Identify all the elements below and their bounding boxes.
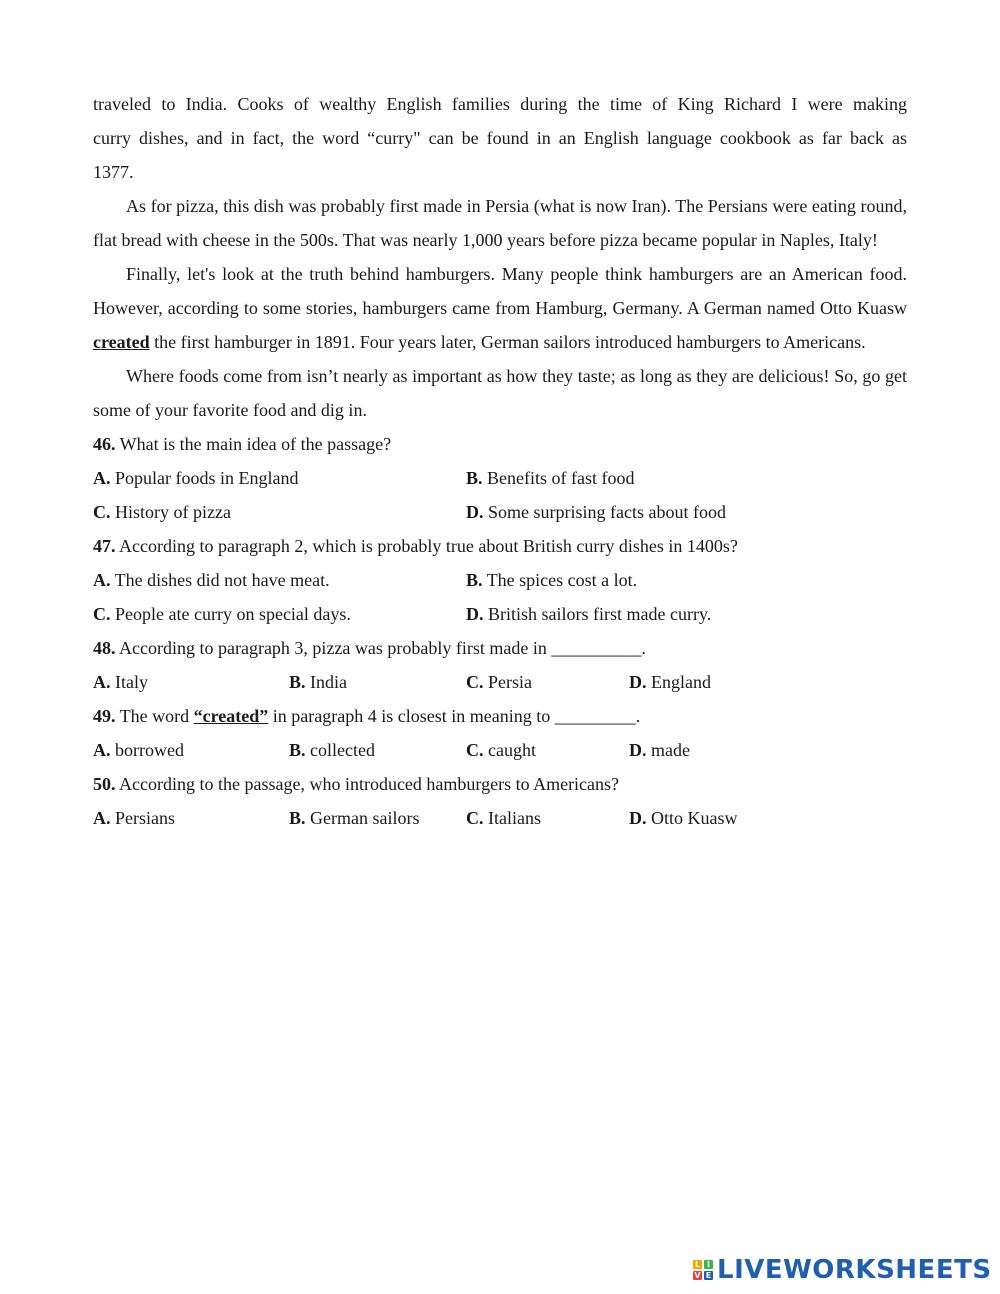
question-49 (93, 699, 907, 733)
passage-line: 1377. (93, 162, 134, 182)
q50-option-b[interactable] (289, 801, 419, 835)
q50-option-d[interactable] (629, 801, 738, 835)
q46-option-b[interactable] (466, 461, 634, 495)
question-number: 47. (93, 536, 116, 556)
question-text: According to paragraph 3, pizza was probably first made in __________. (115, 638, 646, 658)
option-text: British sailors first made curry. (483, 604, 712, 624)
passage-text: Finally, let's look at the truth behind hamburgers. Many people think hamburgers are an American food. However, according to some stories, hamburgers came from Hamburg, Germany. A German named Otto Kuasw (93, 264, 907, 318)
option-text: Persia (483, 672, 532, 692)
option-text: Otto Kuasw (646, 808, 738, 828)
question-text: What is the main idea of the passage? (115, 434, 392, 454)
option-letter: C. (93, 502, 111, 522)
option-letter: C. (93, 604, 111, 624)
option-text: caught (483, 740, 536, 760)
option-text: collected (305, 740, 375, 760)
highlighted-word-created: “created” (193, 706, 269, 726)
option-text: German sailors (305, 808, 420, 828)
question-number: 48. (93, 638, 116, 658)
highlighted-word-created: created (93, 332, 150, 352)
option-text: People ate curry on special days. (110, 604, 351, 624)
question-text: The word (115, 706, 194, 726)
option-letter: D. (629, 808, 647, 828)
option-letter: A. (93, 808, 111, 828)
q49-option-b[interactable] (289, 733, 375, 767)
q47-option-d[interactable] (466, 597, 711, 631)
option-letter: B. (466, 468, 483, 488)
option-letter: D. (629, 672, 647, 692)
passage-paragraph-3 (93, 257, 907, 359)
question-text: in paragraph 4 is closest in meaning to _________. (268, 706, 641, 726)
q48-option-c[interactable] (466, 665, 532, 699)
liveworksheets-logo-icon (693, 1260, 713, 1280)
q46-options-row-1 (93, 461, 907, 495)
option-text: History of pizza (110, 502, 231, 522)
option-letter: C. (466, 740, 484, 760)
option-text: The dishes did not have meat. (110, 570, 330, 590)
passage-line: curry dishes, and in fact, the word “curry" can be found in an English language cookbook as far back as (93, 128, 907, 148)
question-47 (93, 529, 907, 563)
question-number: 46. (93, 434, 116, 454)
q46-option-a[interactable] (93, 461, 298, 495)
passage-line: traveled to India. Cooks of wealthy English families during the time of King Richard I were making (93, 94, 907, 114)
option-letter: C. (466, 672, 484, 692)
q50-option-c[interactable] (466, 801, 541, 835)
q47-option-a[interactable] (93, 563, 330, 597)
worksheet-page (93, 87, 907, 835)
logo-mark-tile: I (704, 1260, 713, 1269)
question-48 (93, 631, 907, 665)
option-letter: A. (93, 570, 111, 590)
q49-option-c[interactable] (466, 733, 536, 767)
q50-option-a[interactable] (93, 801, 175, 835)
question-number: 49. (93, 706, 116, 726)
q49-options-row (93, 733, 907, 767)
passage-text: the first hamburger in 1891. Four years later, German sailors introduced hamburgers to Americans. (149, 332, 866, 352)
question-text: According to paragraph 2, which is probably true about British curry dishes in 1400s? (115, 536, 738, 556)
q48-option-b[interactable] (289, 665, 347, 699)
passage-paragraph-1 (93, 87, 907, 189)
option-letter: D. (466, 502, 484, 522)
option-letter: A. (93, 740, 111, 760)
logo-mark-tile: E (705, 1271, 712, 1280)
option-text: Some surprising facts about food (483, 502, 726, 522)
q47-options-row-2 (93, 597, 907, 631)
q48-option-a[interactable] (93, 665, 148, 699)
option-letter: D. (629, 740, 647, 760)
option-text: Persians (110, 808, 175, 828)
question-46 (93, 427, 907, 461)
option-text: The spices cost a lot. (482, 570, 638, 590)
option-letter: B. (289, 808, 306, 828)
passage-paragraph-4: Where foods come from isn’t nearly as important as how they taste; as long as they are delicious! So, go get some of your favorite food and dig in. (93, 366, 907, 420)
q50-options-row (93, 801, 907, 835)
liveworksheets-logo[interactable] (693, 1253, 992, 1287)
option-text: Italy (110, 672, 148, 692)
logo-text: LIVEWORKSHEETS (717, 1255, 992, 1285)
option-letter: A. (93, 672, 111, 692)
q47-option-b[interactable] (466, 563, 637, 597)
option-text: made (646, 740, 690, 760)
q46-options-row-2 (93, 495, 907, 529)
question-text: According to the passage, who introduced hamburgers to Americans? (115, 774, 620, 794)
q46-option-d[interactable] (466, 495, 726, 529)
passage-paragraph-2: As for pizza, this dish was probably first made in Persia (what is now Iran). The Persians were eating round, flat bread with cheese in the 500s. That was nearly 1,000 years before pizza became popular in Naples, Italy! (93, 196, 907, 250)
option-text: India (305, 672, 347, 692)
option-letter: A. (93, 468, 111, 488)
question-50 (93, 767, 907, 801)
q47-option-c[interactable] (93, 597, 351, 631)
q46-option-c[interactable] (93, 495, 231, 529)
option-letter: B. (466, 570, 483, 590)
q48-option-d[interactable] (629, 665, 711, 699)
option-text: Benefits of fast food (482, 468, 635, 488)
option-text: borrowed (110, 740, 184, 760)
option-letter: B. (289, 672, 306, 692)
q49-option-d[interactable] (629, 733, 690, 767)
option-letter: B. (289, 740, 306, 760)
q48-options-row (93, 665, 907, 699)
option-letter: C. (466, 808, 484, 828)
question-number: 50. (93, 774, 116, 794)
option-letter: D. (466, 604, 484, 624)
option-text: England (646, 672, 711, 692)
q47-options-row-1 (93, 563, 907, 597)
logo-mark-tile: V (694, 1271, 701, 1280)
logo-mark-tile: L (694, 1260, 701, 1269)
option-text: Italians (483, 808, 541, 828)
option-text: Popular foods in England (110, 468, 299, 488)
q49-option-a[interactable] (93, 733, 184, 767)
